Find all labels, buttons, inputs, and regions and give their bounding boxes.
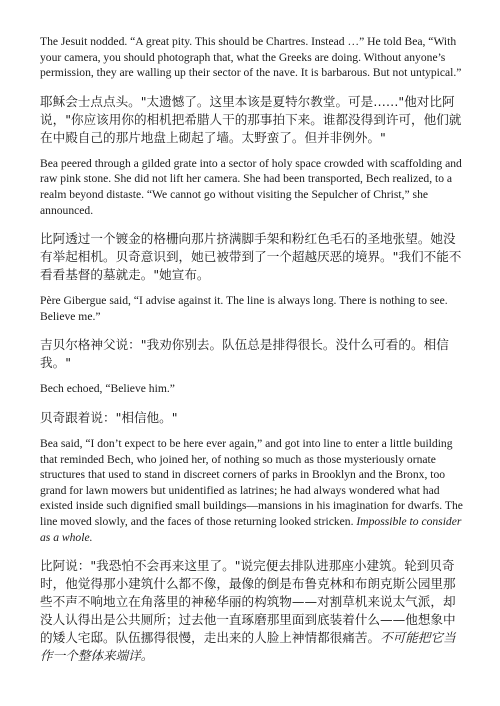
paragraph-en-2: Bea peered through a gilded grate into a sector of holy space crowded with scaffolding and raw pink stone. She did not lift her camera. She had been transported, Bech realized, to a realm beyond distaste. “We cannot go without visiting the Sepulcher of Christ,” she announced. (40, 156, 462, 217)
paragraph-zh-3: 吉贝尔格神父说："我劝你别去。队伍总是排得很长。没什么可看的。相信我。" (40, 337, 449, 371)
paragraph-zh-4: 贝奇跟着说："相信他。" (40, 409, 178, 425)
paragraph-en-5: Bea said, “I don’t expect to be here ever again,” and got into line to enter a little building that reminded Bech, who joined her, of nothing so much as those mysteriously ornate structures that used to stand in discreet corners of parks in Brooklyn and the Bronx, too grand for lawn mowers but unidentified as latrines; he had always wondered what had existed inside such dignified small buildings—mansions in his imagination for dwarfs. The line moved slowly, and the faces of those returning looked stricken. Impossible to consider as a whole. (40, 436, 463, 544)
paragraph-en-3: Père Gibergue said, “I advise against it. The line is always long. There is nothing to see. Believe me.” (40, 294, 448, 323)
paragraph-zh-2: 比阿透过一个镀金的格栅向那片挤满脚手架和粉红色毛石的圣地张望。她没有举起相机。贝奇意识到，她已被带到了一个超越厌恶的境界。"我们不能不看看基督的墓就走。"她宣布。 (40, 231, 462, 283)
paragraph-zh-5: 比阿说："我恐怕不会再来这里了。"说完便去排队进那座小建筑。轮到贝奇时，他觉得那小建筑什么都不像，最像的倒是布鲁克林和布朗克斯公园里那些不声不响地立在角落里的神秘华丽的构筑物——对割草机来说太气派，却没人认得出是公共厕所；过去他一直琢磨那里面到底装着什么——他想象中的矮人宅邸。队伍挪得很慢，走出来的人脸上神情都很痛苦。不可能把它当作一个整体来端详。 (40, 558, 456, 664)
paragraph-zh-1: 耶稣会士点点头。"太遗憾了。这里本该是夏特尔教堂。可是……"他对比阿说，"你应该用你的相机把希腊人干的那事拍下来。谁都没得到许可，他们就在中殿自己的那片地盘上砌起了墙。太野蛮了。但并非例外。" (40, 93, 462, 145)
italic-phrase-zh: 不可能把它当作一个整体来端详。 (40, 630, 456, 664)
paragraph-en-1: The Jesuit nodded. “A great pity. This should be Chartres. Instead …” He told Bea, “With your camera, you should photograph that, what the Greeks are doing. Without anyone’s permission, they are walling up their sector of the nave. It is barbarous. But not untypical.” (40, 35, 462, 80)
italic-phrase-en: Impossible to consider as a whole. (40, 514, 462, 544)
paragraph-en-4: Bech echoed, “Believe him.” (40, 382, 175, 396)
